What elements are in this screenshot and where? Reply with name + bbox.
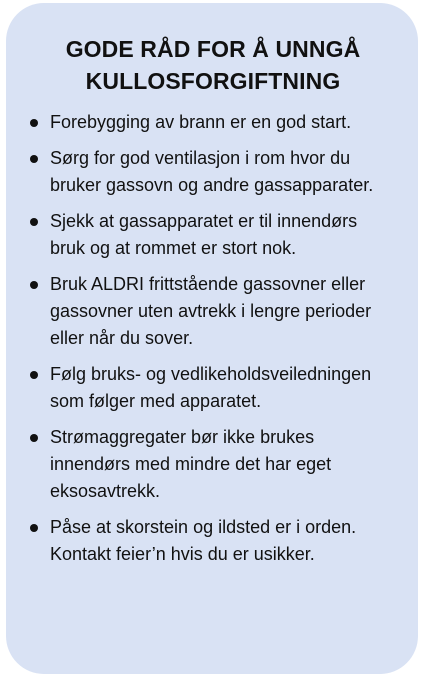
tip-text: Forebygging av brann er en god start. [50, 112, 352, 132]
tip-text: Følg bruks- og vedlikeholdsveiledningen som følger med apparatet. [50, 364, 372, 411]
tip-item [30, 208, 396, 262]
tip-item [30, 424, 396, 505]
tip-text: Sjekk at gassapparatet er til innendørs bruk og at rommet er stort nok. [50, 211, 358, 258]
tip-item [30, 109, 396, 136]
tip-text: Sørg for god ventilasjon i rom hvor du bruker gassovn og andre gassapparater. [50, 148, 374, 195]
tip-text: Strømaggregater bør ikke brukes innendørs med mindre det har eget eksosavtrekk. [50, 427, 332, 501]
bullet-icon [30, 281, 38, 289]
bullet-icon [30, 371, 38, 379]
bullet-icon [30, 524, 38, 532]
tip-text: Bruk ALDRI frittstående gassovner eller gassovner uten avtrekk i lengre perioder eller når du sover. [50, 274, 372, 348]
title-line-2: KULLOSFORGIFTNING [85, 68, 341, 94]
bullet-icon [30, 218, 38, 226]
bullet-icon [30, 434, 38, 442]
tip-item [30, 145, 396, 199]
title-line-1: GODE RÅD FOR Å UNNGÅ [65, 36, 361, 62]
tips-list [30, 109, 396, 568]
tip-item [30, 271, 396, 352]
tip-item [30, 361, 396, 415]
bullet-icon [30, 119, 38, 127]
card-title [30, 33, 396, 97]
tip-text: Påse at skorstein og ildsted er i orden. Kontakt feier’n hvis du er usikker. [50, 517, 357, 564]
bullet-icon [30, 155, 38, 163]
safety-tips-card [6, 3, 418, 674]
tip-item [30, 514, 396, 568]
